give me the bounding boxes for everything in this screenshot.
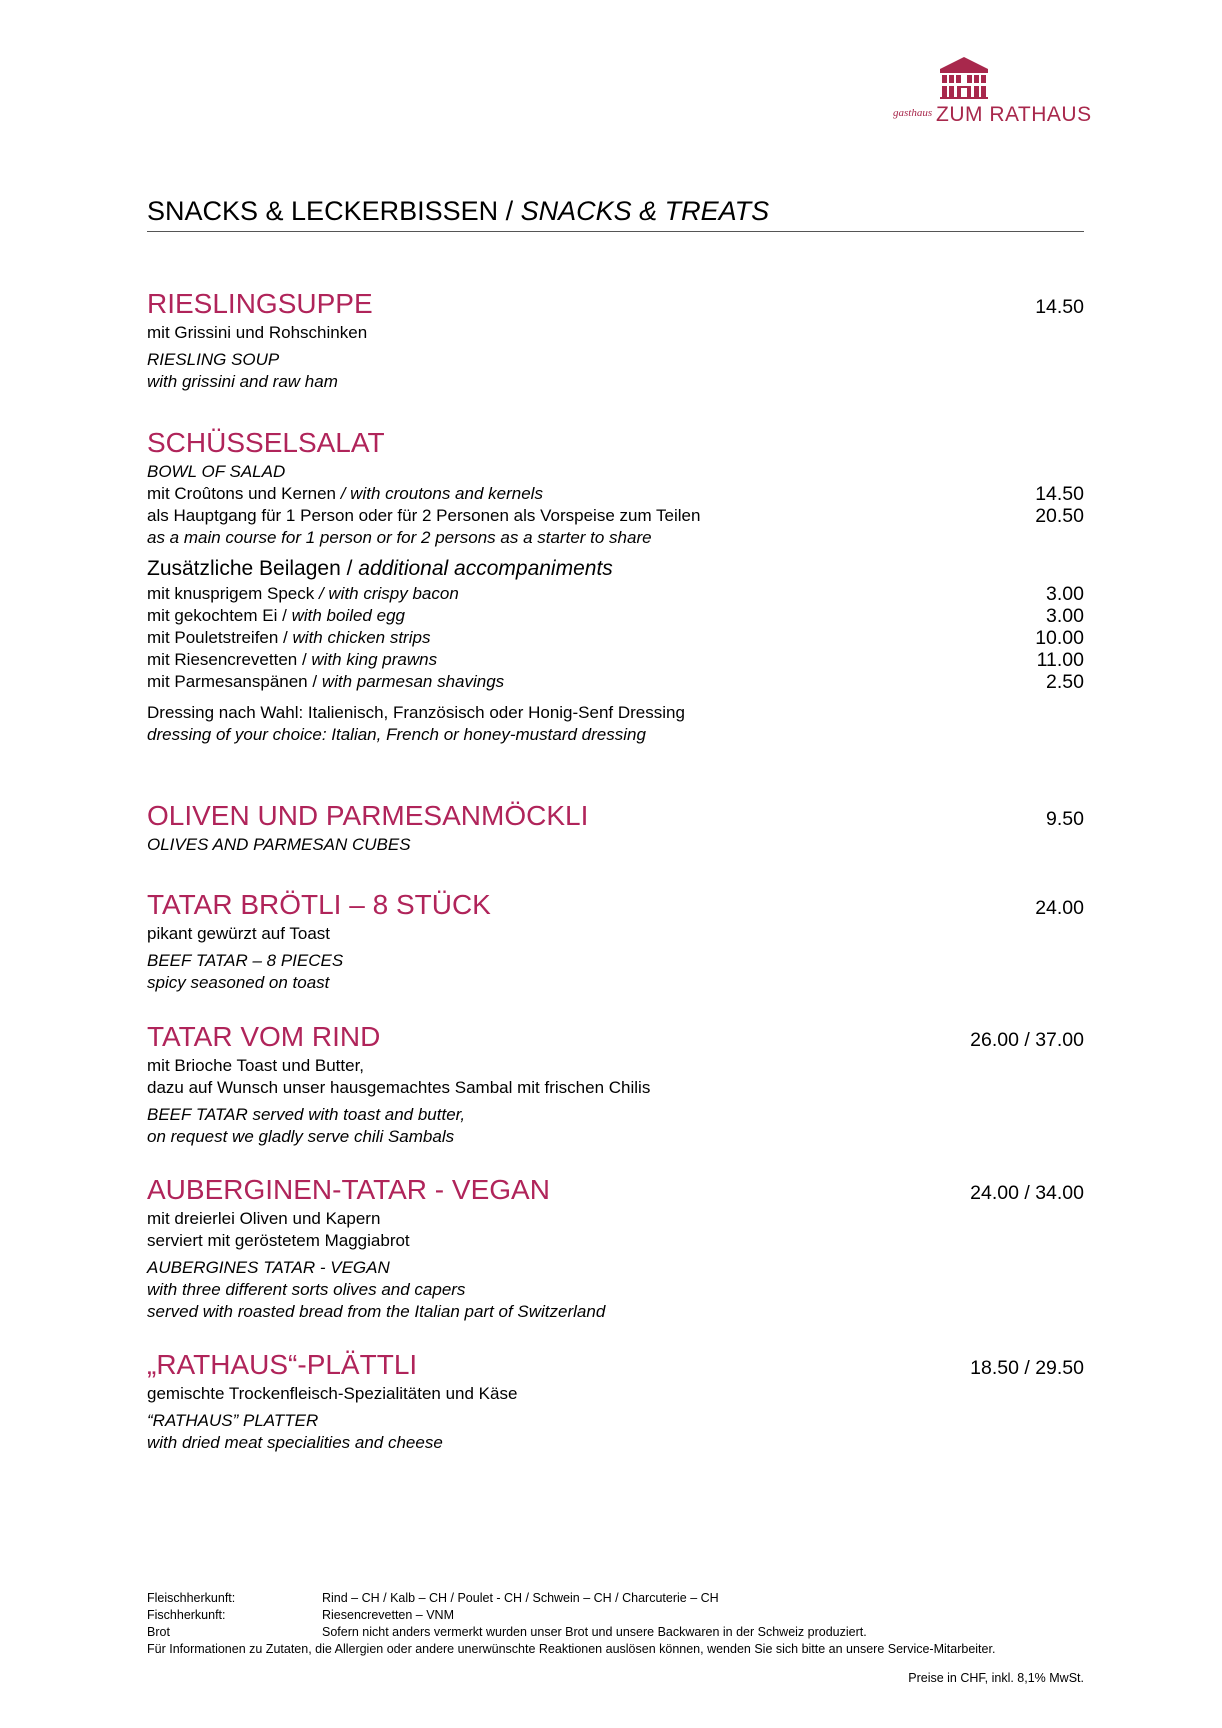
menu-item-olives: [147, 800, 1084, 856]
price-note: Preise in CHF, inkl. 8,1% MwSt.: [908, 1671, 1084, 1685]
item-price: 14.50: [1035, 296, 1084, 318]
menu-item-riesling-soup: [147, 288, 1084, 393]
extras-heading-de: Zusätzliche Beilagen /: [147, 557, 359, 580]
extra-price: 3.00: [1046, 583, 1084, 605]
item-title: AUBERGINEN-TATAR - VEGAN: [147, 1174, 550, 1205]
item-desc-en: with three different sorts olives and capers: [147, 1280, 466, 1299]
page-title-de: SNACKS & LECKERBISSEN /: [147, 196, 521, 226]
item-price: 26.00 / 37.00: [970, 1029, 1084, 1051]
meat-origin-value: Rind – CH / Kalb – CH / Poulet - CH / Schwein – CH / Charcuterie – CH: [322, 1591, 719, 1605]
item-desc-en: with dried meat specialities and cheese: [147, 1433, 443, 1452]
option-price: 20.50: [1035, 505, 1084, 527]
item-desc-en: spicy seasoned on toast: [147, 973, 330, 992]
option-en: / with croutons and kernels: [336, 484, 543, 503]
town-hall-building-icon: [938, 55, 990, 99]
salad-option-row: [147, 483, 1084, 505]
item-desc-en: with grissini and raw ham: [147, 372, 338, 391]
item-desc-en: RIESLING SOUP: [147, 350, 280, 369]
item-title: „RATHAUS“-PLÄTTLI: [147, 1349, 418, 1380]
item-desc-en: on request we gladly serve chili Sambals: [147, 1127, 455, 1146]
item-title: SCHÜSSELSALAT: [147, 427, 385, 458]
extra-en: with chicken strips: [292, 628, 431, 647]
item-title: TATAR VOM RIND: [147, 1021, 381, 1052]
menu-item-tatar-broetli: [147, 889, 1084, 994]
item-title: RIESLINGSUPPE: [147, 288, 373, 319]
extra-row: [147, 605, 1084, 627]
option-de: mit Croûtons und Kernen: [147, 484, 336, 503]
page-title-en: SNACKS & TREATS: [520, 196, 770, 226]
extra-en: with parmesan shavings: [321, 672, 505, 691]
extra-de: mit knusprigem Speck: [147, 584, 315, 603]
extra-price: 3.00: [1046, 605, 1084, 627]
extra-price: 11.00: [1036, 649, 1084, 671]
item-title: OLIVEN UND PARMESANMÖCKLI: [147, 800, 589, 831]
option-en: as a main course for 1 person or for 2 persons as a starter to share: [147, 528, 652, 547]
menu-item-aubergine-tatar: [147, 1174, 1084, 1323]
page-title: [147, 196, 769, 227]
item-price: 24.00 / 34.00: [970, 1182, 1084, 1204]
item-desc-de: mit Brioche Toast und Butter,: [147, 1056, 365, 1075]
extra-de: mit Pouletstreifen /: [147, 628, 293, 647]
salad-option-row: [147, 505, 1084, 527]
brand-prefix: gasthaus: [893, 107, 933, 119]
item-desc-en: OLIVES AND PARMESAN CUBES: [147, 835, 411, 854]
menu-item-rathaus-platter: [147, 1349, 1084, 1454]
brand-name: ZUM RATHAUS: [936, 103, 1092, 126]
allergy-note: Für Informationen zu Zutaten, die Allergien oder andere unerwünschte Reaktionen auslösen können, wenden Sie sich bitte an unsere Service-Mitarbeiter.: [147, 1642, 996, 1656]
extra-price: 2.50: [1046, 671, 1084, 693]
fish-origin-row: [147, 1607, 1084, 1624]
item-title-en: BOWL OF SALAD: [147, 462, 286, 481]
extra-row: [147, 583, 1084, 605]
brand-logo: [890, 55, 1090, 135]
option-de: als Hauptgang für 1 Person oder für 2 Personen als Vorspeise zum Teilen: [147, 506, 701, 525]
extras-heading: [147, 555, 1084, 583]
item-desc-de: dazu auf Wunsch unser hausgemachtes Sambal mit frischen Chilis: [147, 1078, 651, 1097]
bread-origin-label: Brot: [147, 1625, 170, 1639]
extra-en: with king prawns: [311, 650, 438, 669]
item-desc-de: pikant gewürzt auf Toast: [147, 924, 331, 943]
item-desc-de: serviert mit geröstetem Maggiabrot: [147, 1231, 410, 1250]
footer-notes: [147, 1590, 1084, 1687]
extra-row: [147, 627, 1084, 649]
extra-price: 10.00: [1035, 627, 1084, 649]
extra-en: with boiled egg: [291, 606, 405, 625]
extra-row: [147, 649, 1084, 671]
extra-row: [147, 671, 1084, 693]
item-desc-en: AUBERGINES TATAR - VEGAN: [147, 1258, 390, 1277]
extra-de: mit Riesencrevetten /: [147, 650, 312, 669]
item-desc-de: mit dreierlei Oliven und Kapern: [147, 1209, 381, 1228]
dressing-de: Dressing nach Wahl: Italienisch, Französisch oder Honig-Senf Dressing: [147, 703, 685, 722]
item-price: 9.50: [1046, 808, 1084, 830]
dressing-en: dressing of your choice: Italian, French or honey-mustard dressing: [147, 725, 646, 744]
item-desc-en: “RATHAUS” PLATTER: [147, 1411, 319, 1430]
item-desc-en: BEEF TATAR served with toast and butter,: [147, 1105, 466, 1124]
item-price: 24.00: [1035, 897, 1084, 919]
item-desc-en: served with roasted bread from the Italian part of Switzerland: [147, 1302, 606, 1321]
item-desc-de: mit Grissini und Rohschinken: [147, 323, 368, 342]
menu-item-bowl-salad: [147, 427, 1084, 746]
title-divider: [147, 231, 1084, 232]
extra-de: mit Parmesanspänen /: [147, 672, 322, 691]
meat-origin-row: [147, 1590, 1084, 1607]
fish-origin-value: Riesencrevetten – VNM: [322, 1608, 455, 1622]
item-price: 18.50 / 29.50: [970, 1357, 1084, 1379]
menu-item-beef-tatar: [147, 1021, 1084, 1148]
option-price: 14.50: [1035, 483, 1084, 505]
bread-origin-row: [147, 1624, 1084, 1641]
extras-heading-en: additional accompaniments: [358, 557, 613, 580]
item-desc-en: BEEF TATAR – 8 PIECES: [147, 951, 344, 970]
meat-origin-label: Fleischherkunft:: [147, 1591, 236, 1605]
item-desc-de: gemischte Trockenfleisch-Spezialitäten und Käse: [147, 1384, 518, 1403]
extra-en: / with crispy bacon: [314, 584, 459, 603]
fish-origin-label: Fischherkunft:: [147, 1608, 226, 1622]
item-title: TATAR BRÖTLI – 8 STÜCK: [147, 889, 491, 920]
extra-de: mit gekochtem Ei /: [147, 606, 292, 625]
bread-origin-value: Sofern nicht anders vermerkt wurden unser Brot und unsere Backwaren in der Schweiz produziert.: [322, 1625, 867, 1639]
